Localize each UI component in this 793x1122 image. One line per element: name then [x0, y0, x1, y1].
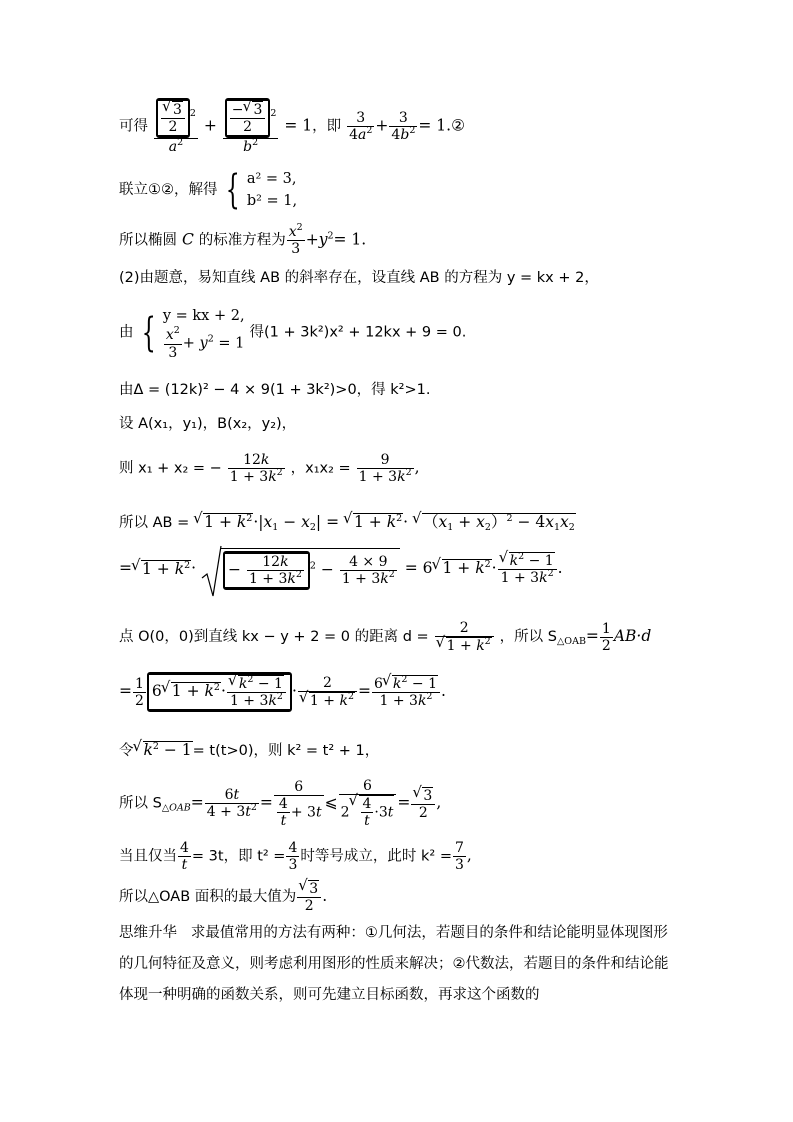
equation-line-6: 由Δ = (12k)² − 4 × 9(1 + 3k²)>0，得 k²>1. [119, 382, 431, 398]
equation-line-2: 联立①②，解得 { a² = 3, b² = 1, [119, 167, 298, 214]
equation-line-1: 可得 √ $\frac{3}{2}$ $^2$ $a^2$ + $\frac{-√ 3}{2}$ $^2$ $b^2$ = 1，即 $\frac{3}{4a^2}$ + $\frac{3}{4b^2}$ = 1.② [119, 98, 465, 155]
equation-line-16: 所以△OAB 面积的最大值为 √ $\frac{3}{2}$ . [119, 880, 327, 914]
summary-label: 思维升华 [119, 925, 177, 941]
equation-line-4: (2)由题意，易知直线 AB 的斜率存在，设直线 AB 的方程为 y = kx + 2， [119, 270, 599, 286]
equation-line-7: 设 A(x₁，y₁)，B(x₂，y₂)， [119, 416, 297, 432]
equation-line-13: 令√ $k^2 - 1= t(t>0)$，则 k² = t² + 1， [119, 741, 379, 760]
equation-line-9: 所以 AB = √ $1 + k^2\cdot|x_1 - x_2|$ = √ $1 + k^2\cdot$ √ $(x_1 + x_2)^2 - 4x_1x_2$ [119, 513, 576, 532]
fraction: √ $\frac{3}{2}$ $^2$ $a^2$ [154, 98, 198, 155]
equation-line-8: 则 x₁ + x₂ = − $\frac{12k}{1 + 3k^2}$ ，x₁x₂ = $\frac{9}{1 + 3k^2}$ , [119, 452, 420, 486]
equation-line-14: 所以 $S_{\triangle OAB}=$ $\frac{6t}{4 + 3t^2}$ = 6 $\frac{4}{t}$ + 3t ⩽ 6 2 √ $\frac{4}{t}$ ·3t = √ $\frac{3}{2}$ , [119, 778, 441, 829]
fraction: $\frac{-√ 3}{2}$ $^2$ $b^2$ [223, 98, 279, 155]
equation-line-12: = $\frac{1}{2}$ 6√ $1 + k^2\cdot$ √ $\frac{k^2 - 1}{1 + 3k^2}$ · 2 √ $1 + k^2$ = $\frac{6√ k^2 - 1}{1 + 3k^2}$ . [119, 672, 446, 712]
summary-paragraph [119, 918, 675, 1011]
equation-line-5: 由 { y = kx + 2, $\frac{x^2}{3}$ + $y^2 = 1$ 得(1 + 3k²)x² + 12kx + 9 = 0. [119, 308, 467, 361]
text-prefix: 可得 [119, 118, 148, 135]
equation-line-15: 当且仅当 $\frac{4}{t}$ = 3t，即 t² = $\frac{4}{3}$ 时等号成立，此时 k² = $\frac{7}{3}$ , [119, 840, 472, 874]
equation-line-10: =√ $1 + k^2\cdot$ − $\frac{12k}{1 + 3k^2}$ $^2$ − $\frac{4 \times 9}{1 + 3k^2}$ = 6√ $1 + k^2\cdot$ √ $\frac{k^2 - 1}{1 + 3k^2}$ . [119, 548, 563, 590]
equation-line-11: 点 O(0，0)到直线 kx − y + 2 = 0 的距离 d = 2 √ $1 + k^2$ ，所以 $S_{\triangle OAB}=$ $\frac{1}{2}$ AB·d [119, 620, 651, 654]
summary-text: 求最值常用的方法有两种：①几何法，若题目的条件和结论能明显体现图形的几何特征及意义，则考虑利用图形的性质来解决；②代数法，若题目的条件和结论能体现一种明确的函数关系，则可先建立目标函数，再求这个函数的 [119, 925, 669, 1003]
equation-line-3: 所以椭圆 C 的标准方程为 $\frac{x^2}{3}$ $+y^2= 1$. [119, 222, 367, 258]
